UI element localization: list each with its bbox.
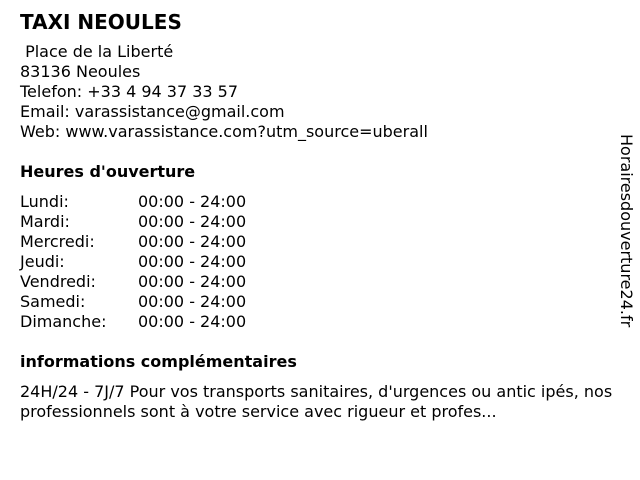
business-card (20, 8, 620, 422)
hours-day: Jeudi: (20, 252, 65, 271)
hours-time: 00:00 - 24:00 (138, 212, 247, 231)
hours-time: 00:00 - 24:00 (138, 232, 247, 251)
hours-day: Vendredi: (20, 272, 96, 291)
hours-row-monday (20, 192, 620, 212)
hours-day: Mardi: (20, 212, 70, 231)
hours-row-wednesday (20, 232, 620, 252)
info-text: 24H/24 - 7J/7 Pour vos transports sanitaires, d'urgences ou antic ipés, nos professionnels sont à votre service avec rigueur et profes... (20, 382, 613, 421)
hours-day: Samedi: (20, 292, 86, 311)
email-line: Email: varassistance@gmail.com (20, 102, 285, 121)
hours-time: 00:00 - 24:00 (138, 292, 247, 311)
hours-day: Mercredi: (20, 232, 95, 251)
hours-row-tuesday (20, 212, 620, 232)
address-line-1: Place de la Liberté (20, 42, 174, 61)
hours-day: Dimanche: (20, 312, 107, 331)
hours-row-thursday (20, 252, 620, 272)
hours-row-sunday (20, 312, 620, 332)
hours-time: 00:00 - 24:00 (138, 312, 247, 331)
hours-time: 00:00 - 24:00 (138, 272, 247, 291)
hours-row-saturday (20, 292, 620, 312)
hours-day: Lundi: (20, 192, 69, 211)
website-line: Web: www.varassistance.com?utm_source=uberall (20, 122, 428, 141)
hours-time: 00:00 - 24:00 (138, 192, 247, 211)
hours-heading: Heures d'ouverture (20, 162, 196, 181)
site-watermark: Horairesdouverture24.fr (617, 134, 636, 328)
business-name: TAXI NEOULES (20, 10, 182, 34)
info-heading: informations complémentaires (20, 352, 297, 371)
hours-row-friday (20, 272, 620, 292)
phone-line: Telefon: +33 4 94 37 33 57 (20, 82, 239, 101)
hours-time: 00:00 - 24:00 (138, 252, 247, 271)
address-line-2: 83136 Neoules (20, 62, 141, 81)
